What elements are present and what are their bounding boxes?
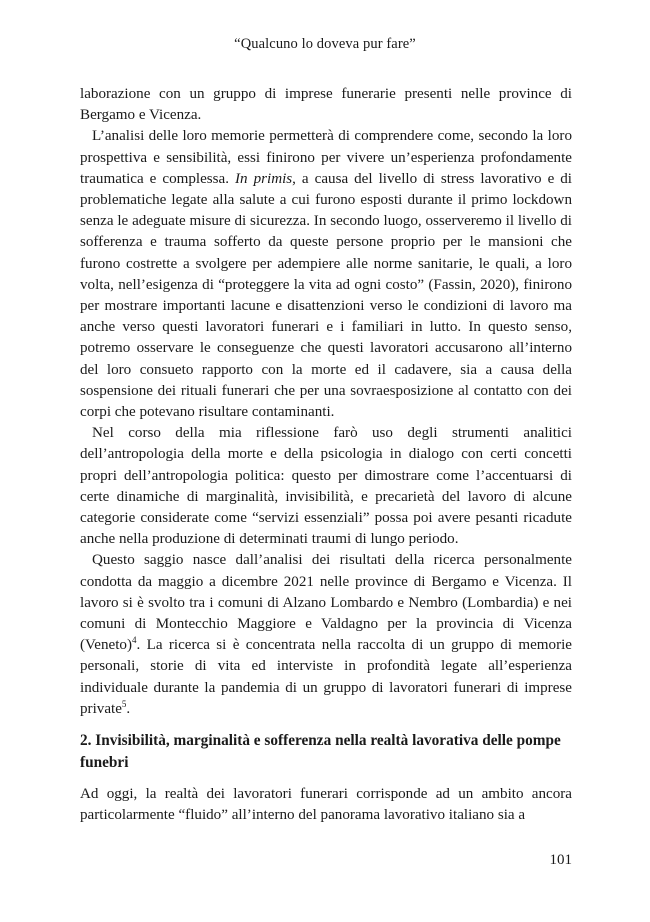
section-body [80,784,572,826]
paragraph-4-part-3: . [126,700,131,717]
page-number: 101 [549,852,572,868]
paragraph-4-part-2: . La ricerca si è concentrata nella raccolta di un gruppo di memorie personali, storie di vita ed interviste in profondità legate all’esperienza individuale durante la pandemia di un gruppo di lavoratori funerari di imprese private [80,637,572,717]
paragraph-2-part-1: L’analisi delle loro memorie permetterà di comprendere come, secondo la loro prospettiva e sensibilità, essi finirono per vivere un’esperienza profondamente traumatica e complessa. [80,128,572,187]
section-heading: 2. Invisibilità, marginalità e sofferenza nella realtà lavorativa delle pompe funebri [80,732,561,771]
section-paragraph-1: Ad oggi, la realtà dei lavoratori funerari corrisponde ad un ambito ancora particolarmente “fluido” all’interno del panorama lavorativo italiano sia a [80,786,572,824]
running-header: “Qualcuno lo doveva pur fare” [234,36,416,52]
paragraph-1: laborazione con un gruppo di imprese funerarie presenti nelle province di Bergamo e Vicenza. [80,86,572,124]
paragraph-2-part-2: , a causa del livello di stress lavorativo e di problematiche legate alla salute a cui furono esposti durante il primo lockdown senza le adeguate misure di sicurezza. In secondo luogo, osserveremo il livello di sofferenza e trauma sofferto da queste persone proprio per le mansioni che furono costrette a svolgere per adempiere alle norme sanitarie, le quali, a loro volta, nell’esigenza di “proteggere la vita ad ogni costo” (Fassin, 2020), finirono per mostrare importanti lacune e disattenzioni verso le condizioni di lavoro ma anche verso questi lavoratori funerari e i familiari in lutto. In questo senso, potremo osservare le conseguenze che questi lavoratori accusarono all’interno del loro consueto rapporto con la morte ed il cadavere, sia a causa della sospensione dei rituali funerari che per una sovraesposizione al contatto con dei corpi che potevano risultare contaminanti. [80,170,573,421]
paragraph-3: Nel corso della mia riflessione farò uso degli strumenti analitici dell’antropologia della morte e della psicologia in dialogo con certi concetti propri dell’antropologia politica: questo per dimostrare come l’accentuarsi di certe dinamiche di marginalità, invisibilità, e precarietà del lavoro di alcune categorie considerate come “servizi essenziali” possa poi avere pesanti ricadute anche nella produzione di determinati traumi di lungo periodo. [80,425,572,548]
footnote-ref-4: 4 [131,635,137,646]
body-text [80,84,572,720]
paragraph-4 [80,550,572,720]
paragraph-4-part-1: Questo saggio nasce dall’analisi dei risultati della ricerca personalmente condotta da maggio a dicembre 2021 nelle province di Bergamo e Vicenza. Il lavoro si è svolto tra i comuni di Alzano Lombardo e Nembro (Lombardia) e nei comuni di Montecchio Maggiore e Valdagno per la provincia di Vicenza (Veneto) [80,552,572,654]
footnote-ref-5: 5 [121,698,127,709]
paragraph-2 [80,126,572,423]
paragraph-2-italic: In primis [235,170,293,187]
